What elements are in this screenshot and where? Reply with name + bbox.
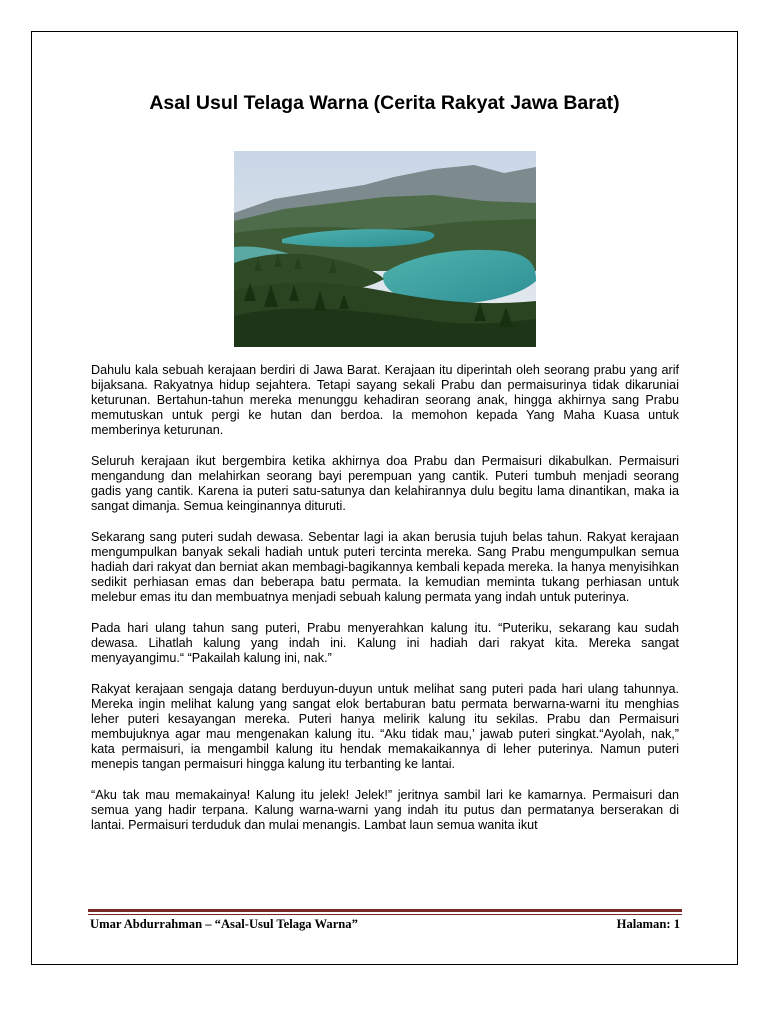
- paragraph: Seluruh kerajaan ikut bergembira ketika akhirnya doa Prabu dan Permaisuri dikabulkan. Permaisuri mengandung dan melahirkan seorang bayi perempuan yang cantik. Puteri tumbuh menjadi seorang gadis yang cantik. Karena ia puteri satu-satunya dan kelahirannya dulu begitu lama dinantikan, maka ia sangat dimanja. Semua keinginannya dituruti.: [91, 453, 679, 514]
- page-number: Halaman: 1: [616, 917, 680, 931]
- story-body: [91, 363, 679, 848]
- paragraph: Sekarang sang puteri sudah dewasa. Sebentar lagi ia akan berusia tujuh belas tahun. Rakyat kerajaan mengumpulkan banyak sekali hadiah untuk puteri tercinta mereka. Sang Prabu mengumpulkan semua hadiah dari rakyat dan berniat akan membagi-bagikannya kembali kepada mereka. Ia hanya menyisihkan sedikit perhiasan emas dan beberapa batu permata. Ia kemudian meminta tukang perhiasan untuk melebur emas itu dan membuatnya menjadi sebuah kalung permata yang indah untuk puterinya.: [91, 529, 679, 605]
- paragraph: “Aku tak mau memakainya! Kalung itu jelek! Jelek!” jeritnya sambil lari ke kamarnya. Permaisuri dan semua yang hadir terpana. Kalung warna-warni yang indah itu putus dan permatanya berserakan di lantai. Permaisuri terduduk dan mulai menangis. Lambat laun semua wanita ikut: [91, 787, 679, 832]
- footer-rule: [88, 909, 682, 912]
- paragraph: Rakyat kerajaan sengaja datang berduyun-duyun untuk melihat sang puteri pada hari ulang tahunnya. Mereka ingin melihat kalung yang sangat elok bertaburan batu permata berwarna-warni itu menghias leher puteri kesayangan mereka. Puteri hanya melirik kalung itu sekilas. Prabu dan Permaisuri membujuknya agar mau mengenakan kalung itu. “Aku tidak mau,’ jawab puteri singkat.“Ayolah, nak,” kata permaisuri, ia mengambil kalung itu hendak memakaikannya di leher puterinya. Namun puteri menepis tangan permaisuri hingga kalung itu terbanting ke lantai.: [91, 681, 679, 772]
- footer-rule-thin: [88, 914, 682, 915]
- paragraph: Dahulu kala sebuah kerajaan berdiri di Jawa Barat. Kerajaan itu diperintah oleh seorang prabu yang arif bijaksana. Rakyatnya hidup sejahtera. Tetapi sayang sekali Prabu dan permaisurinya tidak dikaruniai keturunan. Bertahun-tahun mereka menunggu kehadiran seorang anak, hingga akhirnya sang Prabu memutuskan untuk pergi ke hutan dan berdoa. Ia memohon kepada Yang Maha Kuasa untuk memberinya keturunan.: [91, 363, 679, 438]
- footer-author-title: Umar Abdurrahman – “Asal-Usul Telaga Warna”: [90, 917, 358, 931]
- paragraph: Pada hari ulang tahun sang puteri, Prabu menyerahkan kalung itu. “Puteriku, sekarang kau sudah dewasa. Lihatlah kalung yang indah ini. Kalung ini hadiah dari rakyat kita. Mereka sangat menyayangimu.“ “Pakailah kalung ini, nak.”: [91, 620, 679, 665]
- document-title: Asal Usul Telaga Warna (Cerita Rakyat Jawa Barat): [149, 92, 620, 114]
- lake-photo: [234, 151, 536, 347]
- page-footer: [90, 917, 680, 932]
- telaga-warna-image: [234, 151, 536, 347]
